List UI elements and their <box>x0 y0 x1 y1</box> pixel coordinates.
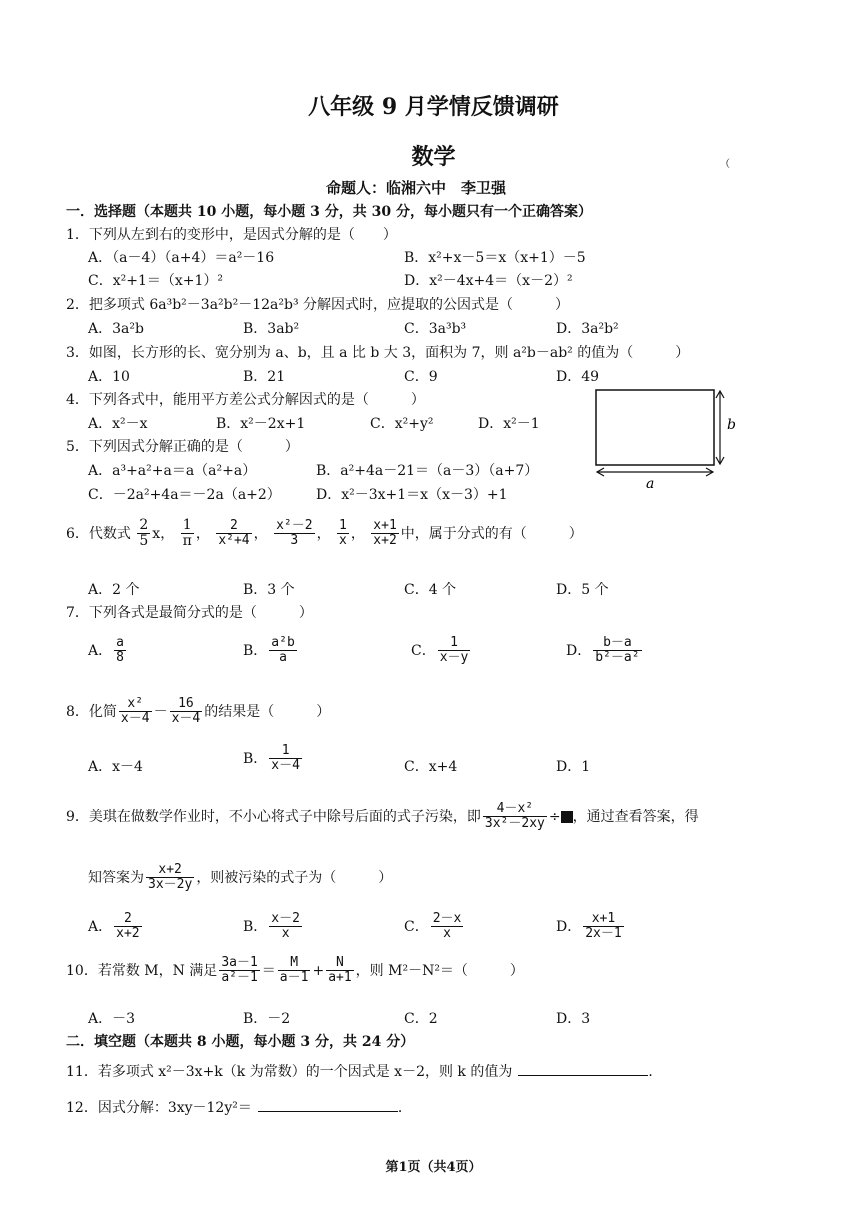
q6-expr3-fraction: $\frac{2}{\text{x²+4}}$ <box>218 518 250 549</box>
q3-stem: 3．如图，长方形的长、宽分别为 a、b，且 a 比 b 大 3，面积为 7，则 a²b－ab² 的值为（ ） <box>66 345 690 361</box>
q4-option-c: C．x²+y² <box>370 416 434 432</box>
q10-option-d: D．3 <box>556 1011 591 1027</box>
subject-title: 数学 <box>411 144 456 170</box>
q6-option-a: A．2 个 <box>88 582 140 598</box>
q1-option-b: B．x²+x－5＝x（x+1）－5 <box>404 250 586 266</box>
q8-option-c: C．x+4 <box>404 759 458 775</box>
q2-option-d: D．3a²b² <box>556 321 619 337</box>
q12-stem: 12．因式分解：3xy－12y²＝ ． <box>66 1100 412 1116</box>
page-footer: 第1页（共4页） <box>385 1160 482 1175</box>
q2-option-b: B．3ab² <box>243 321 300 337</box>
q7-stem: 7．下列各式是最简分式的是（ ） <box>66 605 313 621</box>
q10-option-c: C．2 <box>404 1011 438 1027</box>
q7-option-b: B． $\frac{\text{a²b}}{a}$ <box>243 635 295 666</box>
q7-option-c: C． $\frac{1}{x-y}$ <box>411 635 469 666</box>
q3-option-c: C．9 <box>404 369 438 385</box>
q11-stem: 11．若多项式 x²－3x+k（k 为常数）的一个因式是 x－2，则 k 的值为 ． <box>66 1064 663 1080</box>
q5-option-d: D．x²－3x+1＝x（x－3）+1 <box>316 487 508 503</box>
q12-answer-blank[interactable] <box>258 1111 398 1112</box>
q6-stem: 6．代数式 $\frac{2}{5}$ x， $\frac{1}{\pi}$ ， $\frac{2}{\text{x²+4}}$ ， $\frac{\text{x²－2}}{3}$ ， $\frac{1}{x}$ ， $\frac{x+1}{x+2}$ 中，属于分式的有（ ） <box>66 517 583 550</box>
q4-option-d: D．x²－1 <box>478 416 540 432</box>
q5-stem: 5．下列因式分解正确的是（ ） <box>66 439 299 455</box>
rectangle-shape <box>596 390 714 465</box>
q4-option-a: A．x²－x <box>88 416 148 432</box>
ink-blot-icon <box>561 811 573 823</box>
q5-option-a: A．a³+a²+a＝a（a²+a） <box>88 463 257 479</box>
q8-option-d: D．1 <box>556 759 591 775</box>
q4-option-b: B．x²－2x+1 <box>216 416 306 432</box>
q9-option-b: B． $\frac{x-2}{x}$ <box>243 911 300 942</box>
q9-option-c: C． $\frac{2-x}{x}$ <box>404 911 462 942</box>
q6-expr1-var: x， <box>152 525 175 542</box>
page-title: 八年级 9 月学情反馈调研 <box>308 94 559 120</box>
q9-line2: 知答案为 $\frac{x+2}{3x-2y}$ ，则被污染的式子为（ ） <box>88 862 393 893</box>
q6-option-d: D．5 个 <box>556 582 609 598</box>
q2-stem: 2．把多项式 6a³b²－3a²b²－12a²b³ 分解因式时，应提取的公因式是（ ） <box>66 297 570 313</box>
q8-option-a: A．x－4 <box>88 759 143 775</box>
q8-stem: 8．化简 $\frac{\text{x²}}{x-4}$ － $\frac{16}{x-4}$ 的结果是（ ） <box>66 696 331 727</box>
q6-suffix: 中，属于分式的有（ ） <box>400 525 583 542</box>
q3-option-a: A．10 <box>88 369 130 385</box>
q8-option-b: B． $\frac{1}{x-4}$ <box>243 743 300 774</box>
q1-stem: 1．下列从左到右的变形中，是因式分解的是（ ） <box>66 227 397 243</box>
q9-option-d: D． $\frac{x+1}{2x-1}$ <box>556 911 622 942</box>
q2-option-c: C．3a³b³ <box>404 321 467 337</box>
q7-option-a: A． $\frac{a}{8}$ <box>88 635 124 666</box>
stray-mark: （ <box>720 159 730 170</box>
q10-option-a: A．－3 <box>88 1011 136 1027</box>
section-fill-heading: 二．填空题（本题共 8 小题，每小题 3 分，共 24 分） <box>66 1034 415 1050</box>
author-line: 命题人：临湘六中 李卫强 <box>326 179 507 197</box>
q6-expr1-fraction: $\frac{2}{5}$ <box>139 517 149 550</box>
q4-stem: 4．下列各式中，能用平方差公式分解因式的是（ ） <box>66 392 425 408</box>
q3-option-b: B．21 <box>243 369 286 385</box>
q9-stem: 9．美琪在做数学作业时，不小心将式子中除号后面的式子污染，即 $\frac{\text{4－x²}}{\text{3x²－2xy}}$ ÷ ，通过查看答案，得 <box>66 801 699 832</box>
q10-option-b: B．－2 <box>243 1011 291 1027</box>
q6-expr6-fraction: $\frac{x+1}{x+2}$ <box>373 518 397 549</box>
q5-option-b: B．a²+4a－21＝（a－3）（a+7） <box>316 463 539 479</box>
q1-option-c: C．x²+1＝（x+1）² <box>88 273 224 289</box>
q1-option-a: A．（a－4）（a+4）＝a²－16 <box>88 250 275 266</box>
q1-option-d: D．x²－4x+4＝（x－2）² <box>404 273 573 289</box>
q6-expr2-fraction: $\frac{1}{\pi}$ <box>182 517 192 550</box>
q6-option-b: B．3 个 <box>243 582 295 598</box>
q6-option-c: C．4 个 <box>404 582 457 598</box>
label-a: a <box>646 476 655 492</box>
q5-option-c: C．－2a²+4a＝－2a（a+2） <box>88 487 281 503</box>
q7-option-d: D． $\frac{b-a}{\text{b²－a²}}$ <box>566 635 640 666</box>
q9-option-a: A． $\frac{2}{x+2}$ <box>88 911 140 942</box>
q6-prefix: 6．代数式 <box>66 525 131 542</box>
q6-expr5-fraction: $\frac{1}{x}$ <box>339 518 347 549</box>
q2-option-a: A．3a²b <box>88 321 144 337</box>
rectangle-figure <box>588 384 748 494</box>
label-b: b <box>727 417 736 433</box>
section-choice-heading: 一．选择题（本题共 10 小题，每小题 3 分，共 30 分，每小题只有一个正确答案） <box>66 204 592 220</box>
q6-expr4-fraction: $\frac{\text{x²－2}}{3}$ <box>276 518 313 549</box>
q10-stem: 10．若常数 M，N 满足 $\frac{3a-1}{\text{a²－1}}$ ＝ $\frac{M}{a-1}$ + $\frac{N}{a+1}$ ，则 M²－N²＝（ ） <box>66 955 524 986</box>
q3-option-d: D．49 <box>556 369 600 385</box>
q11-answer-blank[interactable] <box>518 1075 648 1076</box>
